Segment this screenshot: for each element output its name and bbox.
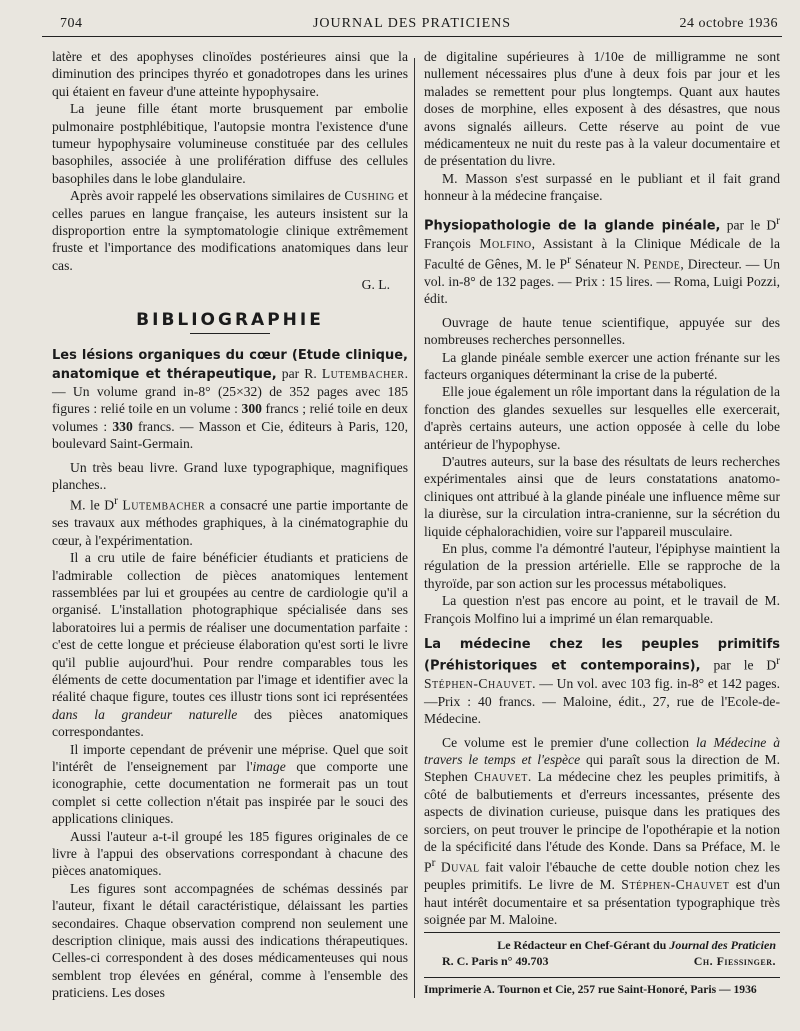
paragraph: En plus, comme l'a démontré l'auteur, l'épiphyse maintient la régulation de la pression artérielle. Elle se rapproche de la thyroïde, par son action sur les processus métaboliques. (424, 541, 780, 591)
footer-rule (424, 977, 780, 978)
paragraph: Un très beau livre. Grand luxe typographique, magnifiques planches.. (52, 459, 408, 492)
page-number: 704 (60, 16, 83, 31)
paragraph: Ouvrage de haute tenue scientifique, appuyée sur des nombreuses recherches personnelles. (424, 314, 780, 348)
paragraph: latère et des apophyses clinoïdes postérieures ainsi que la diminution des principes thyréo et gonadotropes dans les urines qui étaient en faveur d'une atteinte hypophysaire. (52, 49, 408, 99)
paragraph: Elle joue également un rôle important dans la régulation de la fonction des glandes sexuelles sur lesquelles elle exercerait, d'après certains auteurs, une action opposée à celle du lobe antérieur de l'hypophyse. (424, 384, 780, 452)
paragraph: D'autres auteurs, sur la base des résultats de leurs recherches expérimentales ainsi que de leurs constatations anatomo-cliniques ont attribué à la glande pinéale une influence même sur la diurèse, sur la circulation intra-cranienne, sur la sécrétion du liquide céphalorachidien, voire sur l'appareil musculaire. (424, 454, 780, 539)
paragraph: Il importe cependant de prévenir une méprise. Quel que soit l'intérêt de l'enseignement par l'image que comporte une iconographie, cette documentation ne formerait pas un tout complet si cette collection n'était pas inspirée par le souci des applications cliniques. (52, 741, 408, 827)
book-entry: Physiopathologie de la glande pinéale, par le $D^r$ François Molfino, Assistant à la Clinique Médicale de la Faculté de Gênes, M. le $P^r$ Sénateur N. Pende, Directeur. — Un vol. in-8° de 132 pages. — Prix : 15 lires. — Roma, Luigi Pozzi, édit. (424, 214, 780, 307)
paragraph: M. le $D^r$ Lutembacher a consacré une partie importante de ses travaux aux méthodes graphiques, à la cinématographie du cœur, à l'expérimentation. (52, 495, 408, 548)
paragraph: Les figures sont accompagnées de schémas dessinés par l'auteur, fixant le détail caractéristique, délaissant les parties secondaires. Chaque observation comprend non seulement une description clinique, mais aussi des indications thérapeutiques. Celles-ci correspondent à des doses médicamenteuses qui nous semblent trop élevées en général, comme à l'ensemble des praticiens. Les doses (52, 880, 408, 1001)
printer-line: Imprimerie A. Tournon et Cie, 257 rue Saint-Honoré, Paris — 1936 (424, 983, 757, 996)
heading-rule (190, 333, 270, 334)
section-heading: BIBLIOGRAPHIE (136, 309, 324, 330)
footer-rule (424, 932, 780, 933)
column-divider (414, 58, 415, 998)
page-header (42, 14, 782, 37)
author-name: Stéphen-Chauvet (424, 676, 533, 692)
editor-name: Ch. Fiessinger. (693, 954, 776, 968)
book-entry: Les lésions organiques du cœur (Etude clinique, anatomique et thérapeutique, par R. Lutembacher. — Un volume grand in-8° (25×32) de 352 pages avec 185 figures : relié toile en un volume : 300 francs ; relié toile en deux volumes : 330 francs. — Masson et Cie, éditeurs à Paris, 120, boulevard Saint-Germain. (52, 348, 408, 452)
author-name: Lutembacher (122, 497, 206, 513)
journal-title: JOURNAL DES PRATICIENS (312, 16, 512, 31)
left-column (52, 48, 408, 1002)
book-title: La médecine chez les peuples primitifs (Préhistoriques et contemporains), (424, 637, 780, 674)
book-entry: La médecine chez les peuples primitifs (Préhistoriques et contemporains), par le $D^r$ Stéphen-Chauvet. — Un vol. avec 103 fig. in-8° et 142 pages. —Prix : 40 francs. — Maloine, édit., 27, rue de l'Ecole-de-Médecine. (424, 637, 780, 727)
signature: G. L. (361, 277, 390, 293)
issue-date: 24 octobre 1936 (679, 16, 778, 31)
author-name: Molfino (479, 235, 532, 251)
book-title: Physiopathologie de la glande pinéale, (424, 218, 721, 234)
page-footer (424, 932, 780, 998)
paragraph: La question n'est pas encore au point, et le travail de M. François Molfino lui a imprimé un élan remarquable. (424, 593, 780, 626)
paragraph: Il a cru utile de faire bénéficier étudiants et praticiens de l'admirable collection de pièces anatomiques lentement rassemblées par lui et groupées au centre de cardiologie qu'il a organisé. L'installation photographique spécialisée dans ses laboratoires lui a permis de réaliser une documentation parfaite : c'est de cette longue et précieuse élaboration qu'est sorti le livre qu'il publie aujourd'hui. Pour rendre comparables tous les éléments de cette documentation par l'image et identifier avec la réalité chaque figure, toutes ces illustr tions sont ici représentées dans la grandeur naturelle des pièces anatomiques correspondantes. (52, 550, 408, 740)
paragraph: M. Masson s'est surpassé en le publiant et il fait grand honneur à la médecine française. (424, 170, 780, 204)
paragraph: La glande pinéale semble exercer une action frénante sur les facteurs organiques déterminant la crise de la puberté. (424, 349, 780, 382)
author-name: Lutembacher (321, 365, 405, 381)
book-title: Les lésions organiques du cœur (Etude clinique, anatomique et thérapeutique, (52, 348, 408, 382)
paragraph: de digitaline supérieures à 1/10e de milligramme ne sont nullement nécessaires plus d'une à deux fois par jour et les malades se remettent pour plus longtemps. Quant aux hautes doses de morphine, elles exposent à des désastres, que nous avons signalés ailleurs. Cette réserve au point de vue médicamenteux ne nuit du reste pas à la valeur documentaire et de présentation du livre. (424, 49, 780, 169)
paragraph: Aussi l'auteur a-t-il groupé les 185 figures originales de ce livre à l'appui des observations correspondant à chacune des pièces anatomiques. (52, 828, 408, 879)
registry-line (424, 953, 780, 969)
right-column (424, 48, 780, 929)
paragraph: Ce volume est le premier d'une collection la Médecine à travers le temps et l'espèce qui paraît sous la direction de M. Stephen Chauvet. La médecine chez les peuples primitifs, à côté de balbutiements et d'erreurs incessantes, présente des aspects de divination curieuse, puisque dans les pratiques des sorciers, on peut trouver le principe de l'opothérapie et la notion de la spécificité dans l'étude des Konde. Dans sa Préface, M. le $P^r$ Duval fait valoir l'ébauche de cette double notion chez les peuples primitifs. Le livre de M. Stéphen-Chauvet est d'un haut intérêt documentaire et sa présentation typographique très soignée par M. Maloine. (424, 734, 780, 928)
paragraph: Après avoir rappelé les observations similaires de Cushing et celles parues en langue française, les auteurs insistent sur la disproportion entre la symptomatologie clinique extrêmement fruste et l'importance des modifications anatomiques dans leur cas. (52, 188, 408, 273)
registry-number: R. C. Paris n° 49.703 (442, 954, 549, 968)
paragraph: La jeune fille étant morte brusquement par embolie pulmonaire postphlébitique, l'autopsie montra l'existence d'une tumeur hypophysaire volumineuse constituée par des cellules basophiles, associée à une prolifération diffuse des cellules basophiles dans le lobe glandulaire. (52, 101, 408, 186)
gerant-line: Le Rédacteur en Chef-Gérant du Journal des Praticien (497, 938, 776, 952)
author-name: Cushing (344, 188, 395, 204)
